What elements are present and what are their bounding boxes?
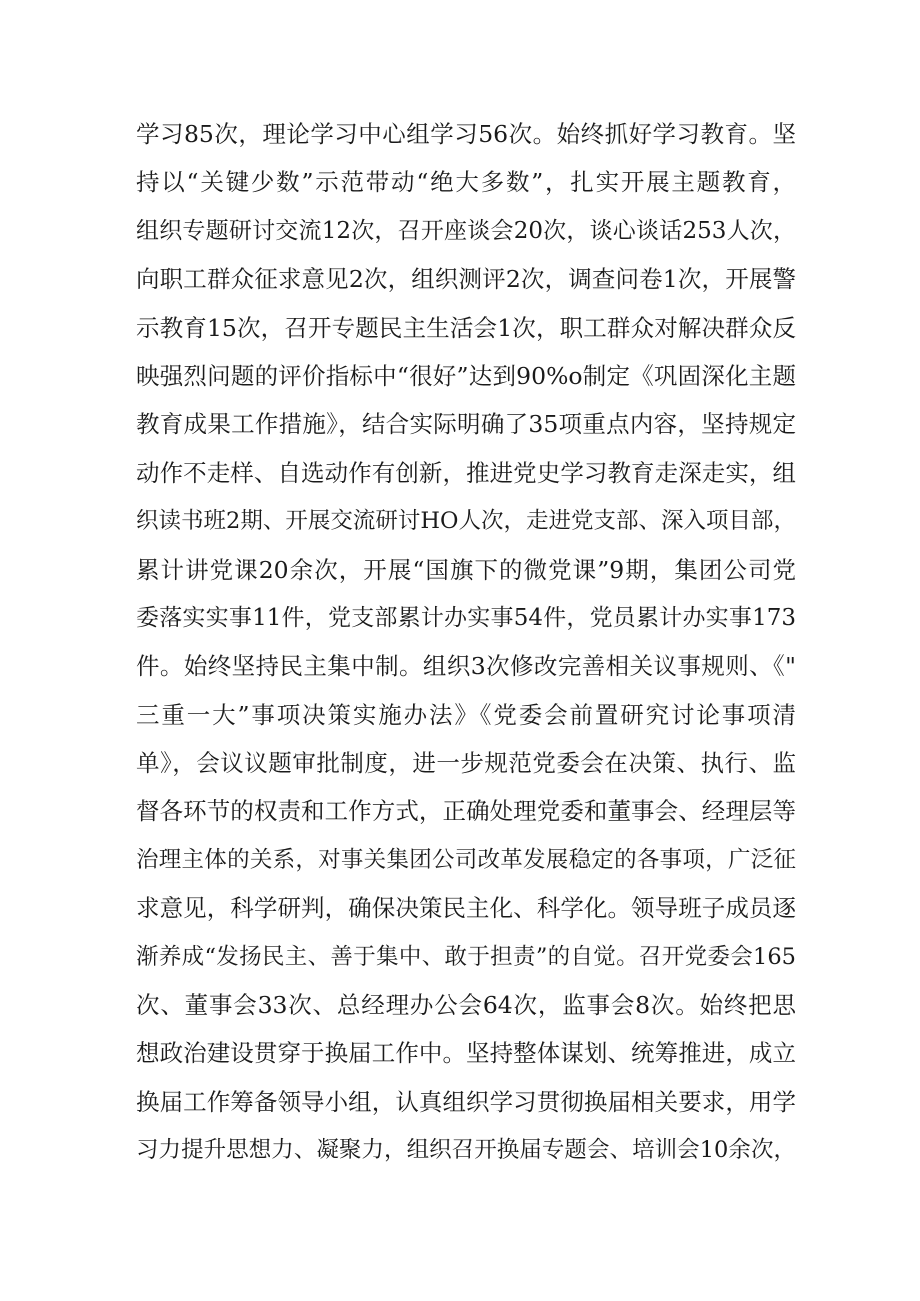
text-line: 想政治建设贯穿于换届工作中。坚持整体谋划、统筹推进，成立	[136, 1039, 796, 1068]
text-line: 织读书班2期、开展交流研讨HO人次，走进党支部、深入项目部，	[136, 508, 796, 535]
text-line: 累计讲党课20余次，开展“国旗下的微党课”9期，集团公司党	[136, 555, 796, 584]
text-line: 三重一大”事项决策实施办法》《党委会前置研究讨论事项清	[136, 700, 796, 729]
text-line: 求意见，科学研判，确保决策民主化、科学化。领导班子成员逐	[136, 894, 796, 923]
body-text	[136, 110, 796, 1175]
text-line: 学习85次，理论学习中心组学习56次。始终抓好学习教育。坚	[136, 120, 796, 148]
text-line: 习力提升思想力、凝聚力，组织召开换届专题会、培训会10余次，	[136, 1137, 796, 1164]
text-line: 渐养成“发扬民主、善于集中、敢于担责”的自觉。召开党委会165	[136, 943, 796, 970]
text-line: 治理主体的关系，对事关集团公司改革发展稳定的各事项，广泛征	[136, 846, 796, 873]
text-line: 督各环节的权责和工作方式，正确处理党委和董事会、经理层等	[136, 797, 796, 826]
text-line: 组织专题研讨交流12次，召开座谈会20次，谈心谈话253人次，	[136, 217, 796, 244]
text-line: 向职工群众征求意见2次，组织测评2次，调查问卷1次，开展警	[136, 265, 796, 294]
text-line: 教育成果工作措施》，结合实际明确了35项重点内容，坚持规定	[136, 410, 796, 439]
text-line: 件。始终坚持民主集中制。组织3次修改完善相关议事规则、《"	[136, 652, 796, 681]
text-line: 单》，会议议题审批制度，进一步规范党委会在决策、执行、监	[136, 749, 796, 778]
text-line: 次、董事会33次、总经理办公会64次，监事会8次。始终把思	[136, 991, 796, 1020]
text-line: 动作不走样、自选动作有创新，推进党史学习教育走深走实，组	[136, 458, 796, 487]
text-line: 委落实实事11件，党支部累计办实事54件，党员累计办实事173	[136, 604, 796, 631]
text-line: 示教育15次，召开专题民主生活会1次，职工群众对解决群众反	[136, 313, 796, 342]
text-line: 换届工作筹备领导小组，认真组织学习贯彻换届相关要求，用学	[136, 1087, 796, 1116]
text-line: 映强烈问题的评价指标中“很好”达到90%o制定《巩固深化主题	[136, 361, 796, 390]
text-line: 持以“关键少数”示范带动“绝大多数”，扎实开展主题教育，	[136, 168, 796, 197]
